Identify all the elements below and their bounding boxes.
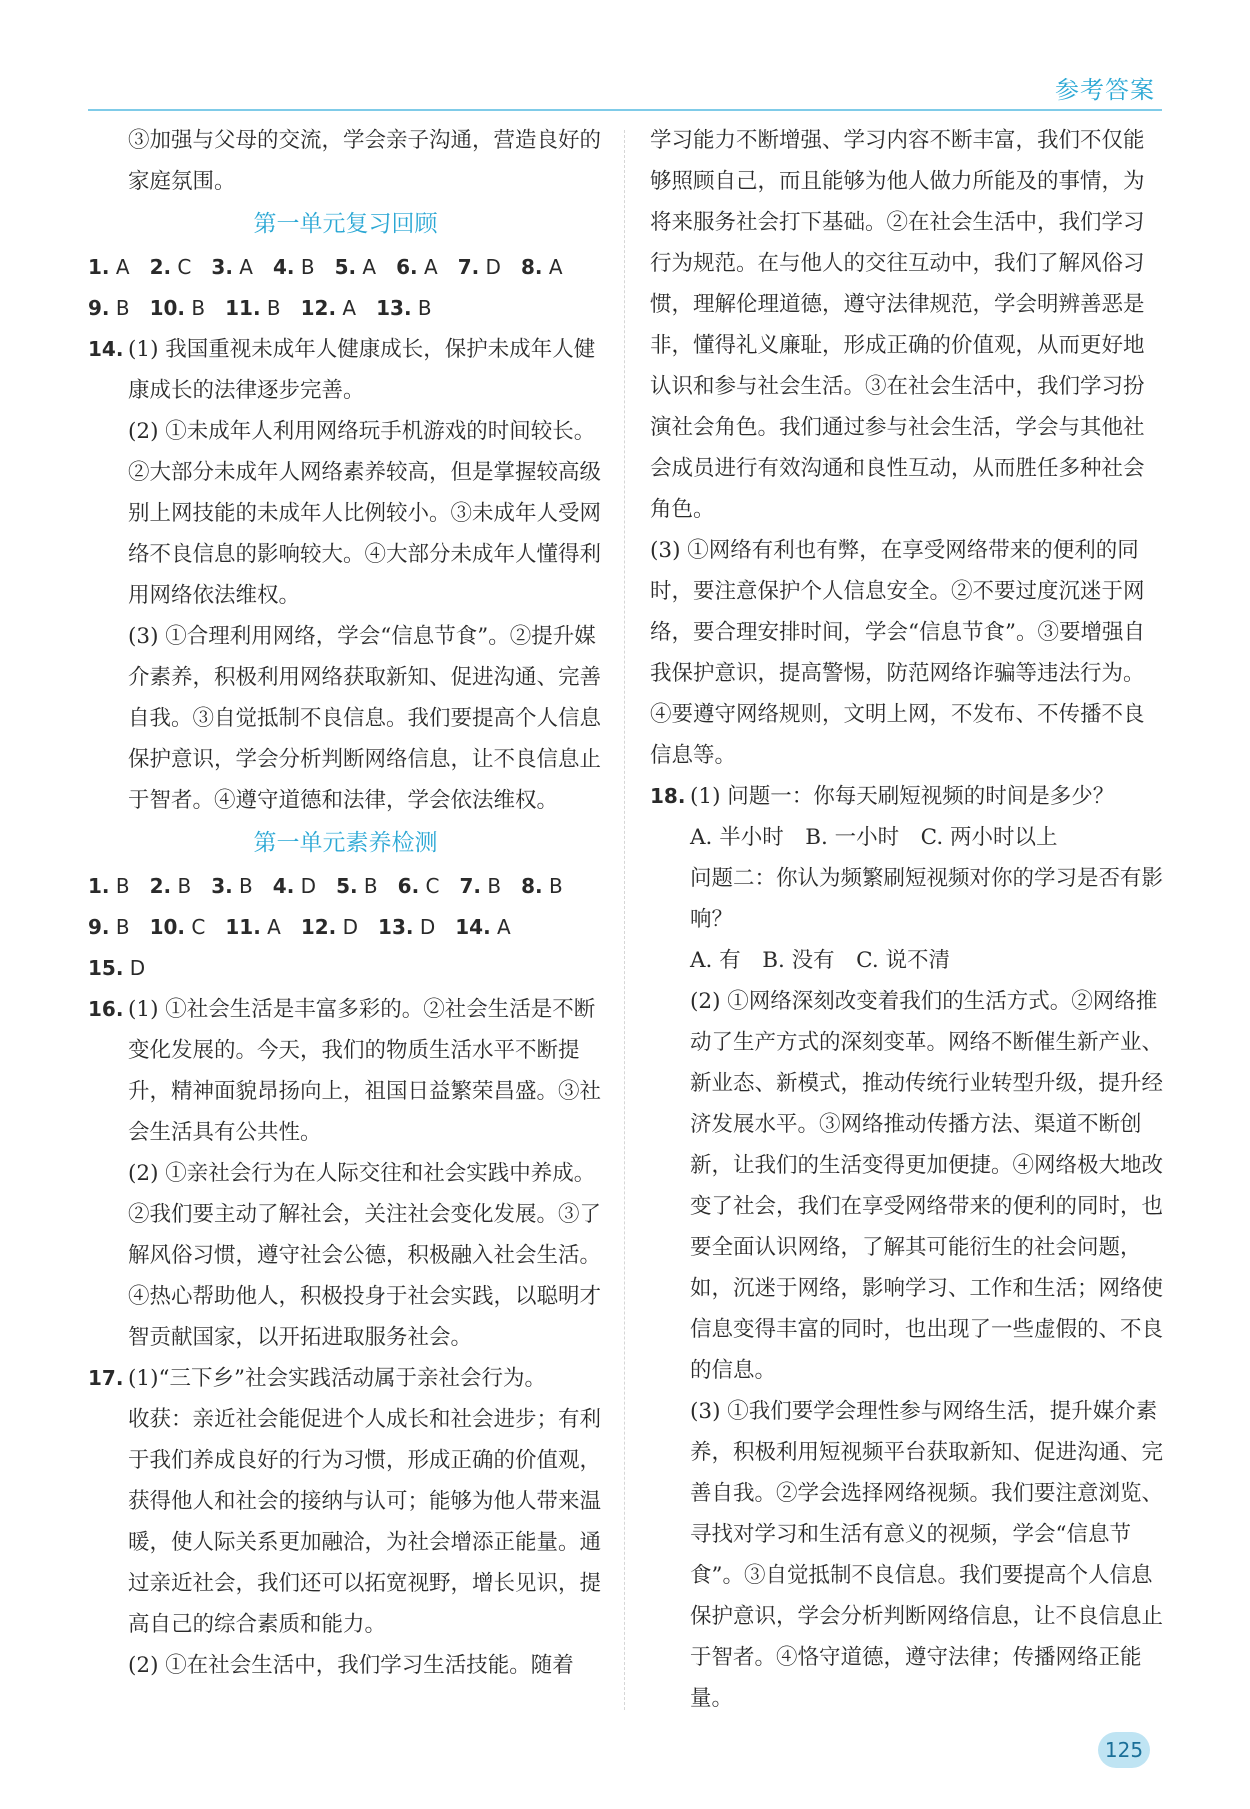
survey-options: A. 有 B. 没有 C. 说不清 [690, 948, 951, 973]
test-section-title: 第一单元素养检测 [253, 830, 438, 856]
question-17 [88, 1358, 603, 1686]
answer-number: 10. [149, 915, 186, 939]
answer-item [150, 866, 192, 907]
question-number: 16. [88, 997, 124, 1021]
question-14 [88, 329, 603, 821]
answer-choice: A [356, 255, 377, 279]
answer-number: 10. [149, 296, 186, 320]
answer-paragraph: (2) ①网络深刻改变着我们的生活方式。②网络推动了生产方式的深刻变革。网络不断催生新产业、新业态、新模式，推动传统行业转型升级，提升经济发展水平。③网络推动传播方法、渠道不断创新，让我们的生活变得更加便捷。④网络极大地改变了社会，我们在享受网络带来的便利的同时，也要全面认识网络，了解其可能衍生的社会问题，如，沉迷于网络，影响学习、工作和生活；网络使信息变得丰富的同时，也出现了一些虚假的、不良的信息。 [690, 989, 1164, 1383]
answer-choice: A [336, 296, 357, 320]
question-18 [650, 776, 1165, 1719]
answer-choice: B [357, 874, 378, 898]
column-divider [624, 130, 625, 1710]
answer-item [88, 907, 130, 948]
answer-number: 1. [88, 874, 110, 898]
answer-item [396, 247, 438, 288]
answer-number: 8. [520, 255, 543, 279]
answer-item [150, 907, 206, 948]
question-16 [88, 989, 603, 1358]
answer-choice: B [109, 874, 130, 898]
answer-choice: A [490, 915, 511, 939]
question-number: 14. [88, 337, 124, 361]
answer-item [273, 866, 316, 907]
question-number: 17. [88, 1366, 124, 1390]
answer-item [211, 247, 253, 288]
answer-choice: A [109, 255, 130, 279]
answer-paragraph: (3) ①我们要学会理性参与网络生活，提升媒介素养，积极利用短视频平台获取新知、促进沟通、完善自我。②学会选择网络视频。我们要注意浏览、寻找对学习和生活有意义的视频，学会“信息节食”。③自觉抵制不良信息。我们要提高个人信息保护意识，学会分析判断网络信息，让不良信息止于智者。④恪守道德，遵守法律；传播网络正能量。 [690, 1399, 1164, 1711]
answer-number: 4. [272, 255, 295, 279]
answer-number: 14. [455, 915, 491, 939]
answer-choice: B [232, 874, 253, 898]
answer-number: 13. [378, 915, 414, 939]
answer-paragraph: (1)“三下乡”社会实践活动属于亲社会行为。 [128, 1366, 546, 1391]
answer-number: 5. [334, 255, 357, 279]
answer-paragraph: (1) 我国重视未成年人健康成长，保护未成年人健康成长的法律逐步完善。 [128, 337, 596, 403]
answer-number: 8. [521, 874, 543, 898]
answer-number: 15. [88, 956, 124, 980]
answer-item [301, 288, 356, 329]
answer-choice: C [419, 874, 440, 898]
answer-choice: A [417, 255, 438, 279]
answer-item [336, 866, 378, 907]
answer-choice: B [542, 874, 563, 898]
answer-choice: D [294, 874, 317, 898]
answer-paragraph: (1) ①社会生活是丰富多彩的。②社会生活是不断变化发展的。今天，我们的物质生活水平不断提升，精神面貌昂扬向上，祖国日益繁荣昌盛。③社会生活具有公共性。 [128, 997, 602, 1145]
answer-number: 9. [88, 296, 110, 320]
answer-paragraph: 收获：亲近社会能促进个人成长和社会进步；有利于我们养成良好的行为习惯，形成正确的价值观，获得他人和社会的接纳与认可；能够为他人带来温暖，使人际关系更加融洽，为社会增添正能量。通过亲近社会，我们还可以拓宽视野，增长见识，提高自己的综合素质和能力。 [128, 1407, 602, 1637]
answer-number: 11. [225, 915, 261, 939]
answer-item [150, 288, 206, 329]
answer-item [455, 907, 510, 948]
answer-number: 12. [300, 296, 337, 320]
answer-item [301, 907, 358, 948]
answer-choice: B [481, 874, 502, 898]
test-answers-row-3 [88, 948, 603, 989]
answer-number: 2. [149, 874, 172, 898]
answer-choice: B [260, 296, 281, 320]
question-number: 18. [650, 784, 686, 808]
answer-item [376, 288, 432, 329]
answer-item [521, 247, 563, 288]
review-answers-row-1 [88, 247, 603, 288]
test-answers-row-1 [88, 866, 603, 907]
header-divider [88, 109, 1162, 111]
test-answers-row-2 [88, 907, 603, 948]
survey-options: A. 半小时 B. 一小时 C. 两小时以上 [690, 825, 1058, 850]
answer-number: 3. [211, 874, 233, 898]
answer-choice: D [123, 956, 146, 980]
answer-number: 5. [336, 874, 358, 898]
answer-choice: C [185, 915, 206, 939]
left-column [88, 120, 603, 1686]
answer-item [211, 866, 253, 907]
answer-item [378, 907, 435, 948]
answer-paragraph: (2) ①未成年人利用网络玩手机游戏的时间较长。②大部分未成年人网络素养较高，但是掌握较高级别上网技能的未成年人比例较小。③未成年人受网络不良信息的影响较大。④大部分未成年人懂得利用网络依法维权。 [128, 419, 602, 608]
answer-number: 12. [300, 915, 337, 939]
answer-choice: C [171, 255, 192, 279]
answer-item [225, 907, 280, 948]
answer-number: 11. [225, 296, 261, 320]
answer-item [521, 866, 563, 907]
answer-number: 7. [459, 874, 482, 898]
answer-choice: B [411, 296, 432, 320]
intro-paragraph: ③加强与父母的交流，学会亲子沟通，营造良好的家庭氛围。 [128, 128, 602, 194]
answer-choice: B [109, 296, 130, 320]
answer-choice: D [413, 915, 436, 939]
answer-choice: A [260, 915, 281, 939]
header-label: 参考答案 [1055, 76, 1155, 104]
answer-item [88, 866, 130, 907]
answer-item [88, 288, 130, 329]
answer-choice: B [171, 874, 192, 898]
answer-item [398, 866, 440, 907]
answer-paragraph: (3) ①合理利用网络，学会“信息节食”。②提升媒介素养，积极利用网络获取新知、促进沟通、完善自我。③自觉抵制不良信息。我们要提高个人信息保护意识，学会分析判断网络信息，让不良信息止于智者。④遵守道德和法律，学会依法维权。 [128, 624, 602, 813]
answer-number: 4. [272, 874, 295, 898]
answer-number: 6. [397, 874, 420, 898]
answer-item [335, 247, 377, 288]
review-answers-row-2 [88, 288, 603, 329]
right-column [650, 120, 1165, 1719]
answer-number: 9. [88, 915, 110, 939]
answer-paragraph: (2) ①在社会生活中，我们学习生活技能。随着 [128, 1653, 574, 1678]
answer-number: 3. [211, 255, 233, 279]
answer-choice: B [294, 255, 315, 279]
answer-item [460, 866, 502, 907]
answer-paragraph: (2) ①亲社会行为在人际交往和社会实践中养成。②我们要主动了解社会，关注社会变化发展。③了解风俗习惯，遵守社会公德，积极融入社会生活。④热心帮助他人，积极投身于社会实践，以聪明才智贡献国家，以开拓进取服务社会。 [128, 1161, 602, 1350]
answer-item [150, 247, 192, 288]
answer-item [273, 247, 315, 288]
answer-item [88, 247, 130, 288]
answer-choice: D [336, 915, 359, 939]
answer-number: 7. [457, 255, 480, 279]
answer-choice: A [232, 255, 253, 279]
answer-choice: D [479, 255, 501, 279]
answer-number: 2. [149, 255, 172, 279]
answer-paragraph: 问题二：你认为频繁刷短视频对你的学习是否有影响？ [690, 866, 1164, 932]
review-section-title: 第一单元复习回顾 [253, 211, 438, 237]
answer-choice: B [185, 296, 206, 320]
answer-paragraph: (3) ①网络有利也有弊，在享受网络带来的便利的同时，要注意保护个人信息安全。②不要过度沉迷于网络，要合理安排时间，学会“信息节食”。③要增强自我保护意识，提高警惕，防范网络诈骗等违法行为。④要遵守网络规则，文明上网，不发布、不传播不良信息等。 [650, 538, 1145, 768]
answer-number: 1. [88, 255, 110, 279]
answer-number: 13. [376, 296, 412, 320]
answer-item [88, 948, 145, 989]
answer-item [458, 247, 501, 288]
page-number-badge: 125 [1098, 1732, 1150, 1768]
answer-choice: A [542, 255, 563, 279]
answer-item [225, 288, 281, 329]
answer-paragraph: (1) 问题一：你每天刷短视频的时间是多少？ [690, 784, 1115, 809]
answer-number: 6. [396, 255, 418, 279]
answer-choice: B [109, 915, 130, 939]
answer-paragraph: 学习能力不断增强、学习内容不断丰富，我们不仅能够照顾自己，而且能够为他人做力所能及的事情，为将来服务社会打下基础。②在社会生活中，我们学习行为规范。在与他人的交往互动中，我们了解风俗习惯，理解伦理道德，遵守法律规范，学会明辨善恶是非，懂得礼义廉耻，形成正确的价值观，从而更好地认识和参与社会生活。③在社会生活中，我们学习扮演社会角色。我们通过参与社会生活，学会与其他社会成员进行有效沟通和良性互动，从而胜任多种社会角色。 [650, 128, 1145, 522]
